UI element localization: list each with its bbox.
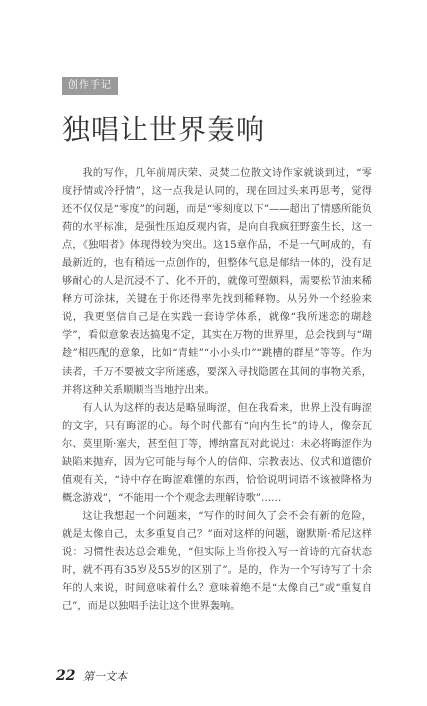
paragraph-1: 我的写作，几年前周庆荣、灵焚二位散文诗作家就谈到过，“零度抒情或冷抒情”，这一点我是认同的，现在回过头来再思考，觉得还不仅仅是“零度”的问题，而是“零刻度以下”——超出了情感所能负荷的水平标准，是强性压迫反观内省，是向自我疯狂野蛮生长，这一点，《独唱者》体现得较为突出。这15章作品，不是一气呵成的，有最新近的，也有稍远一点创作的，但整体气息是郁结一体的，没有足够耐心的人是沉浸不了、化不开的，就像可塑颇料，需要松节油来稀释方可涂抹，关键在于你还得率先找到稀释物。从另外一个经验来说，我更坚信自己是在实践一套诗学体系，就像“我所迷恋的瑚趁学”，看似意象表达搞鬼不定，其实在万物的世界里，总会找到与“瑚趁”相匹配的意象，比如“青蛙”“小小头巾”“跳槽的群星”等等。作为读者，千万不要被文字所迷惑，要深入寻找隐匿在其间的事物关系，并将这种关系顺顺当当地拧出来。: [62, 168, 372, 396]
paragraph-2: 有人认为这样的表达是略显晦涩，但在我看来，世界上没有晦涩的文字，只有晦涩的心。每个时代都有“向内生长”的诗人，像奈瓦尔、莫里斯·塞夫，甚至但丁等，博纳富瓦对此说过：未必将晦涩作为缺陷来抛弃，因为它可能与每个人的信仰、宗教表达、仪式和道德价值观有关，“诗中存在晦涩难懂的东西，恰恰说明词语不该被降格为概念游戏”，“不能用一个个观念去理解诗歌”……: [62, 402, 372, 504]
top-strip: [0, 0, 427, 10]
page-footer: [56, 668, 127, 684]
page-number: 22: [56, 668, 76, 684]
paragraph-3: 这让我想起一个问题来，“写作的时间久了会不会有新的危险，就是太像自己，太多重复自己？”面对这样的问题，谢默斯·希尼这样说：习惯性表达总会难免，“但实际上当你投入写一首诗的亢奋状态时，就不再有35岁及55岁的区别了”。是的，作为一个写诗写了十余年的人来说，时间意味着什么？意味着绝不是“太像自己”或“重复自己”，而是以独唱手法让这个世界轰响。: [62, 510, 372, 613]
publication-name: 第一文本: [82, 670, 127, 683]
section-tag: 创作手记: [62, 77, 118, 95]
article-body: [62, 165, 372, 616]
article-title: 独唱让世界轰响: [62, 113, 266, 146]
